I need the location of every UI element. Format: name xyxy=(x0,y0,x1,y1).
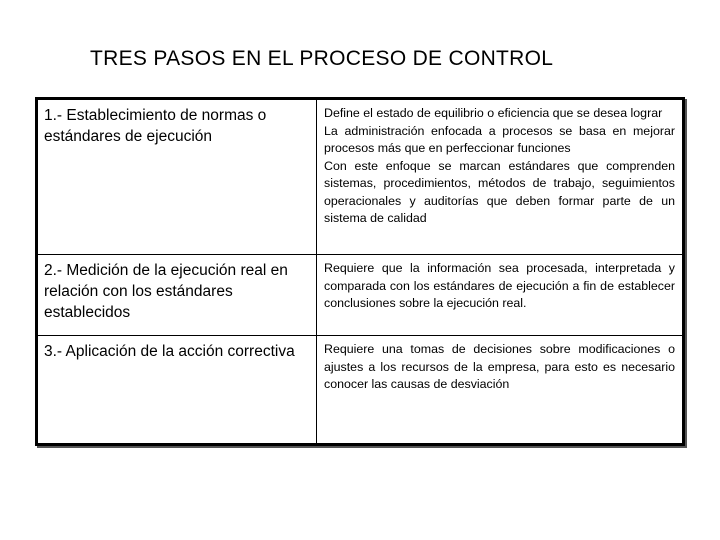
description-paragraph: Con este enfoque se marcan estándares que comprenden sistemas, procedimientos, métodos de trabajo, seguimientos operacionales y auditorías que deben formar parte de un sistema de calidad xyxy=(324,158,675,225)
table-row xyxy=(38,336,683,444)
control-steps-table xyxy=(35,97,685,446)
table xyxy=(37,99,683,444)
step-cell: 3.- Aplicación de la acción correctiva xyxy=(38,336,317,444)
description-paragraph: Requiere que la información sea procesada, interpretada y comparada con los estándares de ejecución a fin de establecer conclusiones sobre la ejecución real. xyxy=(324,261,675,310)
description-cell xyxy=(317,255,683,336)
table-row xyxy=(38,100,683,255)
description-cell xyxy=(317,100,683,255)
page-title: TRES PASOS EN EL PROCESO DE CONTROL xyxy=(90,47,554,70)
table-row xyxy=(38,255,683,336)
step-cell: 2.- Medición de la ejecución real en relación con los estándares establecidos xyxy=(38,255,317,336)
description-paragraph: La administración enfocada a procesos se basa en mejorar procesos más que en perfeccionar funciones xyxy=(324,123,675,155)
description-paragraph: Requiere una tomas de decisiones sobre modificaciones o ajustes a los recursos de la empresa, para esto es necesario conocer las causas de desviación xyxy=(324,342,675,391)
step-cell: 1.- Establecimiento de normas o estándares de ejecución xyxy=(38,100,317,255)
description-cell xyxy=(317,336,683,444)
description-paragraph: Define el estado de equilibrio o eficiencia que se desea lograr xyxy=(324,106,663,120)
